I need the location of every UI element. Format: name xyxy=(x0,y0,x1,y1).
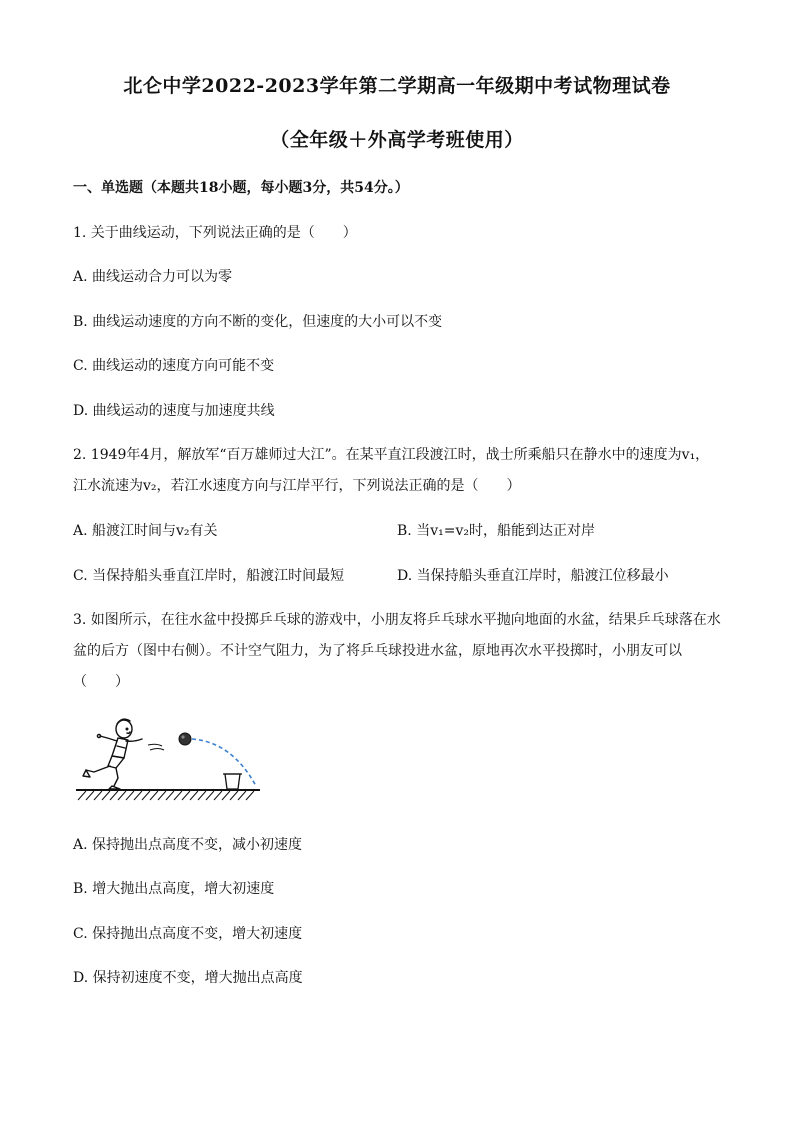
question-3-option-a: A. 保持抛出点高度不变，减小初速度 xyxy=(73,837,303,853)
motion-lines-icon xyxy=(148,744,164,750)
ping-pong-throw-figure xyxy=(72,712,262,804)
ping-pong-ball-icon xyxy=(179,733,191,745)
section-heading: 一、单选题（本题共18小题，每小题3分，共54分。） xyxy=(73,180,409,196)
question-2-option-d: D. 当保持船头垂直江岸时，船渡江位移最小 xyxy=(397,568,669,584)
question-3-option-d: D. 保持初速度不变，增大抛出点高度 xyxy=(73,970,303,986)
question-1-stem: 1. 关于曲线运动，下列说法正确的是（ ） xyxy=(73,225,357,241)
trajectory-icon xyxy=(192,739,256,786)
question-1-option-b: B. 曲线运动速度的方向不断的变化，但速度的大小可以不变 xyxy=(73,314,443,330)
child-icon xyxy=(83,719,142,789)
water-basin-icon xyxy=(223,774,242,789)
question-2-stem-line-2: 江水流速为v₂，若江水速度方向与江岸平行，下列说法正确的是（ ） xyxy=(73,478,521,494)
question-1-option-a: A. 曲线运动合力可以为零 xyxy=(73,269,233,285)
question-3-stem-line-2: 盆的后方（图中右侧）。不计空气阻力，为了将乒乓球投进水盆，原地再次水平投掷时，小朋友可以 xyxy=(73,643,682,659)
question-2-option-b: B. 当v₁=v₂时，船能到达正对岸 xyxy=(397,523,595,539)
question-1-option-d: D. 曲线运动的速度与加速度共线 xyxy=(73,403,275,419)
question-3-option-b: B. 增大抛出点高度，增大初速度 xyxy=(73,881,275,897)
question-2-stem-line-1: 2. 1949年4月，解放军“百万雄师过大江”。在某平直江段渡江时，战士所乘船只在静水中的速度为v₁， xyxy=(73,447,710,463)
question-3-stem-line-3: （ ） xyxy=(73,674,129,690)
question-3-stem-line-1: 3. 如图所示，在往水盆中投掷乒乓球的游戏中，小朋友将乒乓球水平抛向地面的水盆，结果乒乓球落在水 xyxy=(73,612,721,628)
question-1-option-c: C. 曲线运动的速度方向可能不变 xyxy=(73,358,275,374)
question-3-option-c: C. 保持抛出点高度不变，增大初速度 xyxy=(73,926,303,942)
question-2-option-c: C. 当保持船头垂直江岸时，船渡江时间最短 xyxy=(73,568,345,584)
question-2-option-a: A. 船渡江时间与v₂有关 xyxy=(73,523,218,539)
ground-icon xyxy=(76,790,260,800)
page-subtitle: （全年级＋外高学考班使用） xyxy=(270,129,524,151)
page-title: 北仑中学2022-2023学年第二学期高一年级期中考试物理试卷 xyxy=(123,75,671,97)
